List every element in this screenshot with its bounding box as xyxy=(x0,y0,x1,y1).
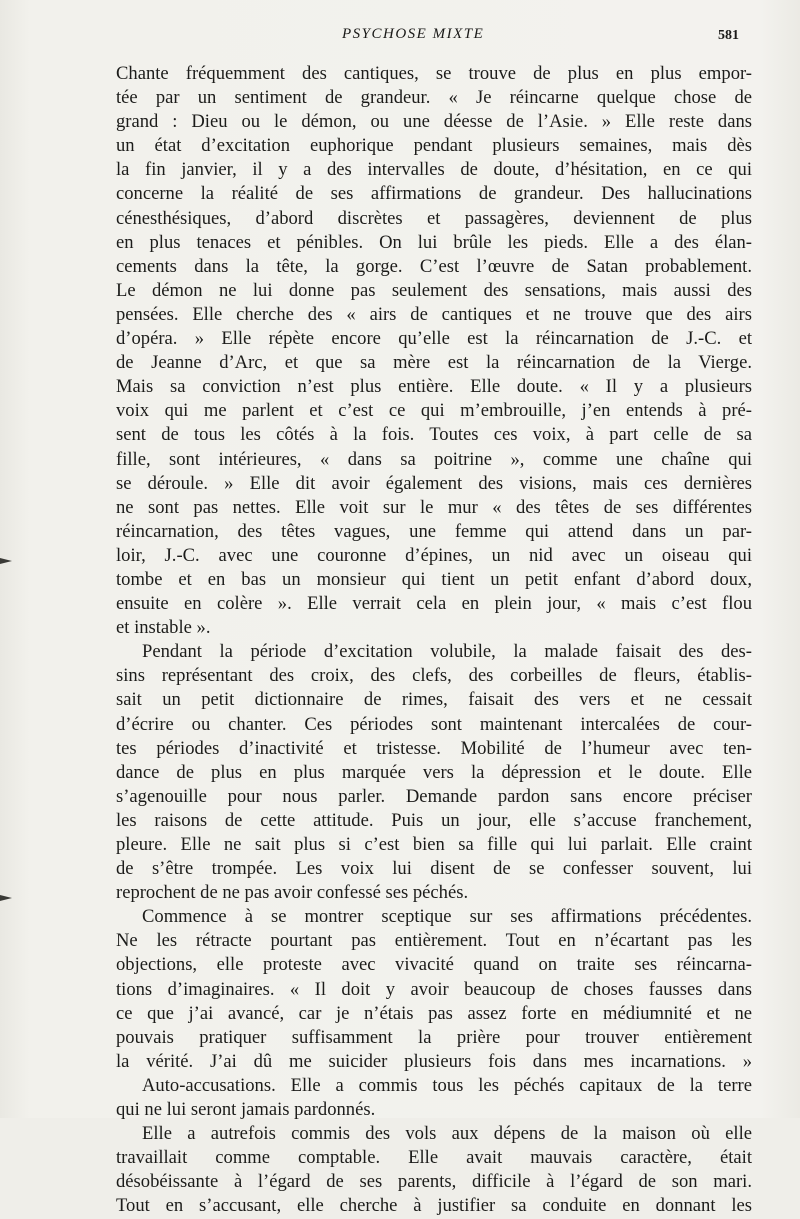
text-line: d’opéra. » Elle répète encore qu’elle est la réincarnation de J.-C. et xyxy=(116,328,752,350)
text-line: pleure. Elle ne sait plus si c’est bien sa fille qui lui parlait. Elle craint xyxy=(116,834,752,855)
margin-arrow-icon xyxy=(0,556,14,566)
text-line: pensées. Elle cherche des « airs de cantiques et ne trouve que des airs xyxy=(116,303,752,325)
text-line: et instable ». xyxy=(116,617,211,639)
text-line: s’agenouille pour nous parler. Demande pardon sans encore préciser xyxy=(116,785,752,807)
running-title: PSYCHOSE MIXTE xyxy=(342,26,485,42)
text-line: tions d’imaginaires. « Il doit y avoir beaucoup de choses fausses dans xyxy=(116,978,752,1000)
text-line: Tout en s’accusant, elle cherche à justifier sa conduite en donnant les xyxy=(116,1195,752,1217)
text-line: cements dans la tête, la gorge. C’est l’œuvre de Satan probablement. xyxy=(116,255,752,277)
text-line: cénesthésiques, d’abord discrètes et passagères, deviennent de plus xyxy=(116,207,752,229)
text-line: Ne les rétracte pourtant pas entièrement. Tout en n’écartant pas les xyxy=(116,930,752,952)
text-line: Pendant la période d’excitation volubile, la malade faisait des des- xyxy=(142,641,752,663)
margin-arrow-icon xyxy=(0,893,14,903)
text-line: tes périodes d’inactivité et tristesse. Mobilité de l’humeur avec ten- xyxy=(116,737,752,759)
text-line: désobéissante à l’égard de ses parents, difficile à l’égard de son mari. xyxy=(116,1171,752,1193)
text-line: Mais sa conviction n’est plus entière. Elle doute. « Il y a plusieurs xyxy=(116,376,752,398)
text-line: voix qui me parlent et c’est ce qui m’embrouille, j’en entends à pré- xyxy=(116,400,752,422)
text-line: ne sont pas nettes. Elle voit sur le mur « des têtes de ses différentes xyxy=(116,496,752,518)
text-line: loir, J.-C. avec une couronne d’épines, un nid avec un oiseau qui xyxy=(116,544,752,566)
text-line: fille, sont intérieures, « dans sa poitrine », comme une chaîne qui xyxy=(116,448,752,470)
text-line: la fin janvier, il y a des intervalles de doute, d’hésitation, en ce qui xyxy=(116,159,752,181)
text-line: de Jeanne d’Arc, et que sa mère est la réincarnation de la Vierge. xyxy=(116,352,752,374)
text-line: tombe et en bas un monsieur qui tient un petit enfant d’abord doux, xyxy=(116,568,752,590)
text-line: Le démon ne lui donne pas seulement des sensations, mais aussi des xyxy=(116,279,752,301)
text-line: la vérité. J’ai dû me suicider plusieurs fois dans mes incarnations. » xyxy=(116,1050,752,1072)
text-line: Commence à se montrer sceptique sur ses affirmations précédentes. xyxy=(142,906,752,928)
text-line: en plus tenaces et pénibles. On lui brûle les pieds. Elle a des élan- xyxy=(116,231,752,253)
body-text xyxy=(116,62,752,1219)
text-line: d’écrire ou chanter. Ces périodes sont maintenant intercalées de cour- xyxy=(116,713,752,735)
text-line: Auto-accusations. Elle a commis tous les péchés capitaux de la terre xyxy=(142,1074,752,1096)
text-line: objections, elle proteste avec vivacité quand on traite ses réincarna- xyxy=(116,954,752,976)
text-line: sins représentant des croix, des clefs, des corbeilles de fleurs, établis- xyxy=(116,665,752,687)
text-line: Chante fréquemment des cantiques, se trouve de plus en plus empor- xyxy=(116,63,752,84)
text-line: sait un petit dictionnaire de rimes, faisait des vers et ne cessait xyxy=(116,689,752,711)
text-line: reprochent de ne pas avoir confessé ses péchés. xyxy=(116,882,469,904)
text-line: ensuite en colère ». Elle verrait cela en plein jour, « mais c’est flou xyxy=(116,593,752,615)
text-line: pouvais pratiquer suffisamment la prière pour trouver entièrement xyxy=(116,1026,752,1048)
text-line: dance de plus en plus marquée vers la dépression et le doute. Elle xyxy=(116,761,752,783)
page-header xyxy=(0,22,800,48)
text-line: un état d’excitation euphorique pendant plusieurs semaines, mais dès xyxy=(116,135,752,157)
text-line: réincarnation, des têtes vagues, une femme qui attend dans un par- xyxy=(116,520,752,542)
page-number: 581 xyxy=(718,28,739,43)
text-line: grand : Dieu ou le démon, ou une déesse de l’Asie. » Elle reste dans xyxy=(116,111,752,133)
text-line: sent de tous les côtés à la fois. Toutes ces voix, à part celle de sa xyxy=(116,424,752,446)
text-line: qui ne lui seront jamais pardonnés. xyxy=(116,1099,376,1121)
text-line: ce que j’ai avancé, car je n’étais pas assez forte en médiumnité et ne xyxy=(116,1002,752,1024)
text-line: concerne la réalité de ses affirmations de grandeur. Des hallucinations xyxy=(116,183,752,205)
text-line: les raisons de cette attitude. Puis un jour, elle s’accuse franchement, xyxy=(116,809,752,831)
text-line: Elle a autrefois commis des vols aux dépens de la maison où elle xyxy=(142,1123,752,1145)
text-line: tée par un sentiment de grandeur. « Je réincarne quelque chose de xyxy=(116,87,752,109)
text-line: se déroule. » Elle dit avoir également des visions, mais ces dernières xyxy=(116,472,752,494)
text-line: travaillait comme comptable. Elle avait mauvais caractère, était xyxy=(116,1147,752,1169)
text-line: de s’être trompée. Les voix lui disent de se confesser souvent, lui xyxy=(116,858,752,880)
